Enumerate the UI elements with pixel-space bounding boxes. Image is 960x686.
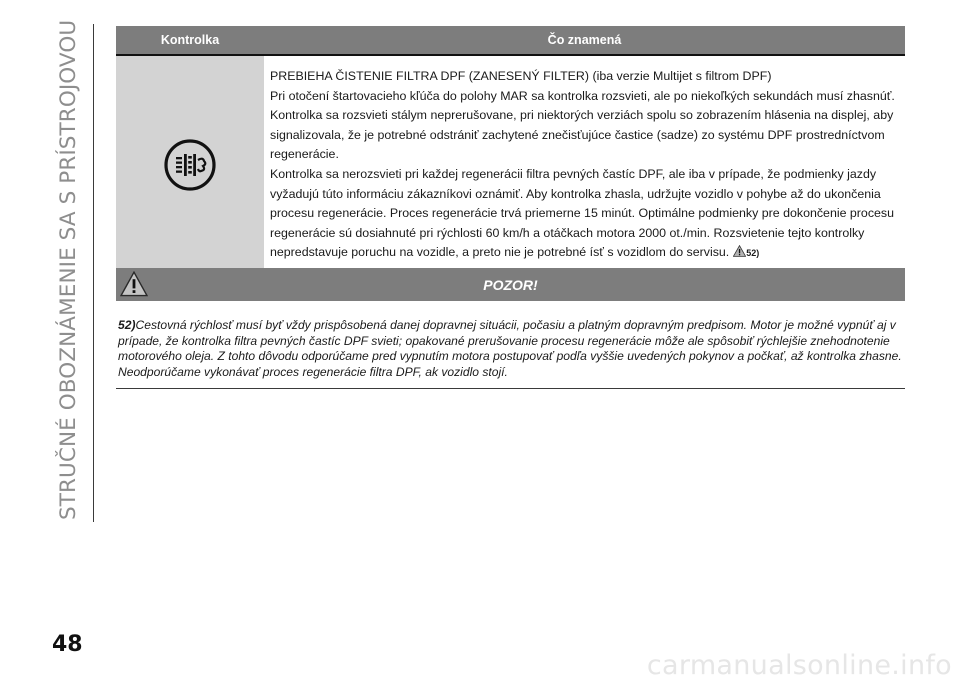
watermark: carmanualsonline.info — [646, 650, 952, 681]
page-number: 48 — [52, 632, 83, 657]
footnote-reference-link[interactable]: 52) — [746, 248, 760, 259]
column-header-light: Kontrolka — [160, 33, 220, 47]
warning-light-table — [116, 26, 905, 276]
caution-note-number: 52) — [118, 318, 136, 332]
meaning-heading: PREBIEHA ČISTENIE FILTRA DPF (ZANESENÝ FILTER) (iba verzie Multijet s filtrom DPF) — [270, 69, 772, 83]
table-header — [116, 26, 905, 56]
sidebar-divider — [93, 24, 94, 522]
warning-triangle-icon — [120, 271, 148, 302]
meaning-paragraph: Pri otočení štartovacieho kľúča do polohy MAR sa kontrolka rozsvieti, ale po niekoľkých sekundách musí zhasnúť. Kontrolka sa rozsvieti stálym neprerušovane, pri niektorých verziách spolu so zobrazením hlásenia na displej, aby signalizovala, že je potrebné odstrániť zachytené znečisťujúce častice (sadze) zo systému DPF prostredníctvom regenerácie. — [270, 88, 895, 162]
table-row — [116, 56, 905, 276]
warning-triangle-icon — [733, 244, 746, 264]
caution-note-text: Cestovná rýchlosť musí byť vždy prispôsobená danej dopravnej situácii, počasiu a platným dopravným predpisom. Motor je možné vypnúť aj v prípade, že kontrolka filtra pevných častíc DPF svieti; opakované prerušovanie procesu regenerácie môže ale spôsobiť rýchlejšie znehodnotenie motorového oleja. Z tohto dôvodu odporúčame pred vypnutím motora postupovať podľa vyššie uvedených pokynov a počkať, až kontrolka zhasne. Neodporúčame vykonávať proces regenerácie filtra DPF, ak vozidlo stojí. — [118, 318, 902, 379]
column-header-meaning: Čo znamená — [547, 33, 622, 47]
caution-box — [116, 268, 905, 389]
meaning-paragraph-text: Kontrolka sa nerozsvieti pri každej regenerácii filtra pevných častíc DPF, ale iba v prípade, že podmienky jazdy vyžadujú túto informáciu zákazníkovi oznámiť. Aby kontrolka zhasla, udržujte vozidlo v pohybe až do ukončenia procesu regenerácie. Proces regenerácie trvá priemerne 15 minút. Optimálne podmienky pre dokončenie procesu regenerácie sú dosiahnuté pri rýchlosti 60 km/h a otáčkach motora 2000 ot./min. Rozsvietenie tejto kontrolky nepredstavuje poruchu na vozidle, a preto nie je potrebné ísť s vozidlom do servisu. — [270, 166, 894, 260]
icon-cell — [116, 56, 264, 275]
meaning-paragraph — [270, 165, 897, 264]
caution-header — [116, 268, 905, 301]
sidebar-section-title: STRUČNÉ OBOZNÁMENIE SA S PRÍSTROJOVOU — [56, 19, 81, 520]
caution-note — [116, 301, 905, 388]
dpf-warning-light-icon — [163, 138, 217, 192]
caution-title: POZOR! — [483, 276, 538, 293]
meaning-cell — [264, 56, 905, 275]
